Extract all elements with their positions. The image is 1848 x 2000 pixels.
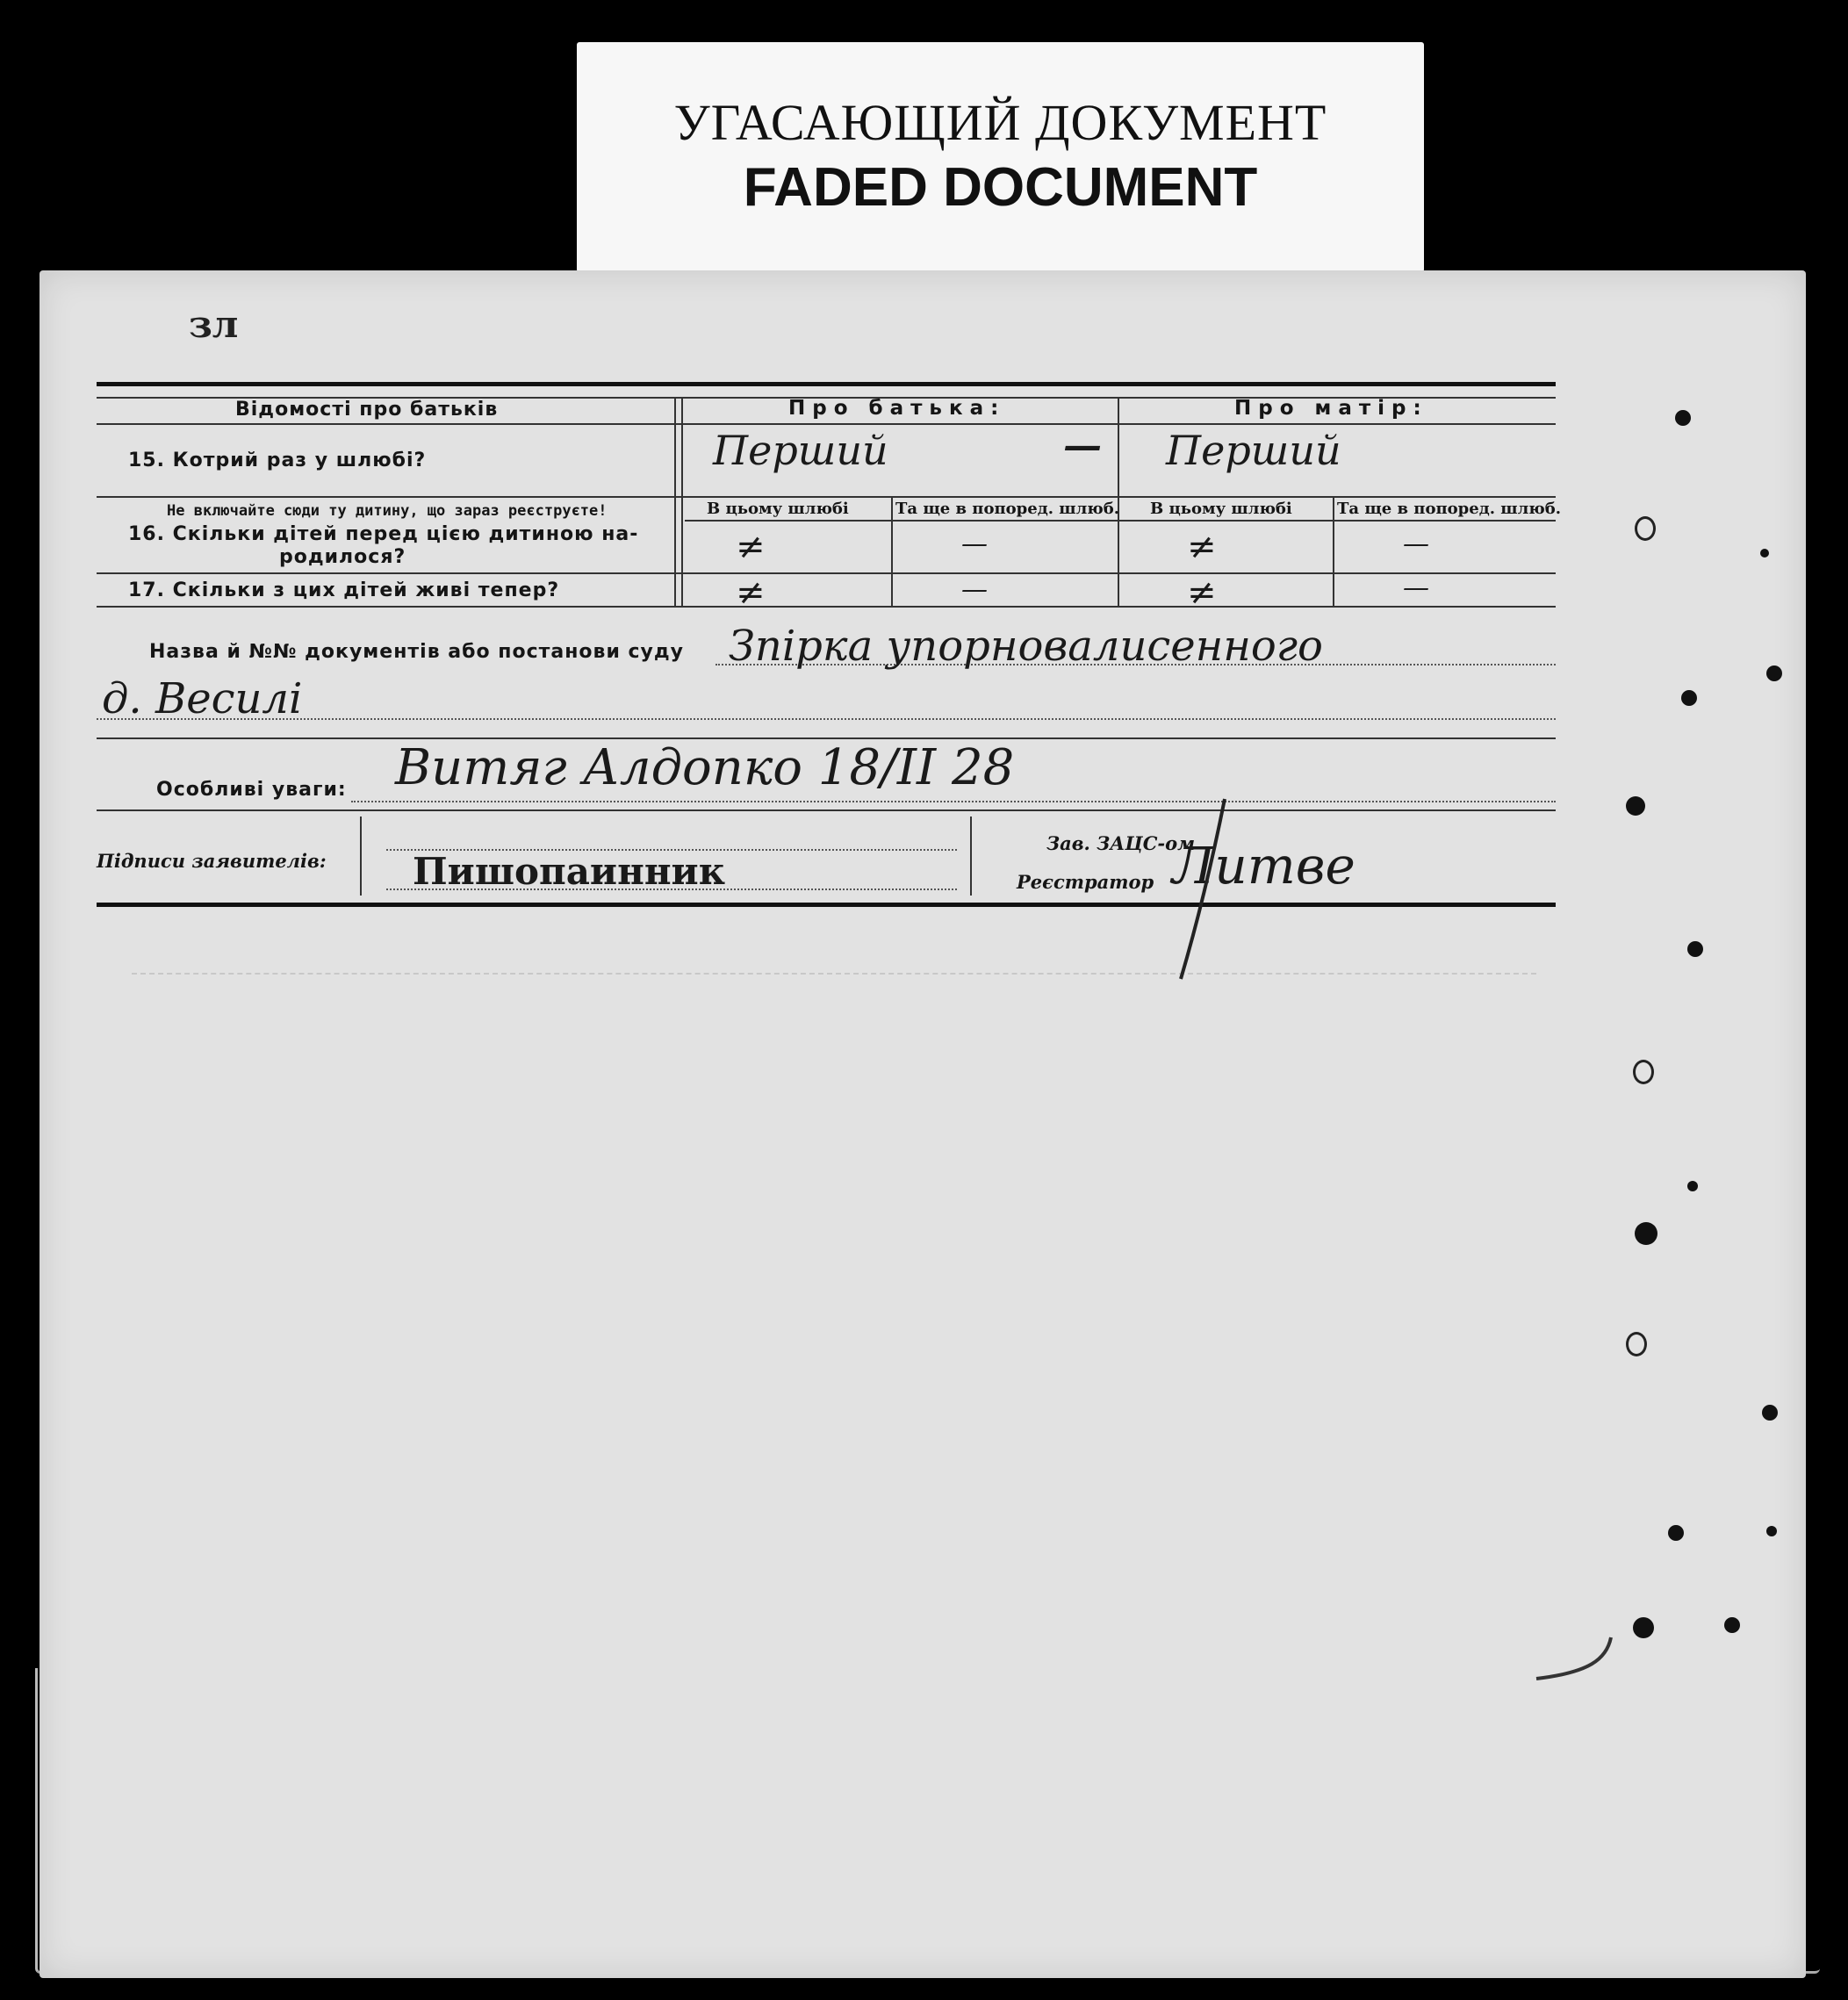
- label-english: FADED DOCUMENT: [743, 157, 1258, 218]
- header-parents-info: Відомості про батьків: [235, 399, 499, 421]
- registrar-signature: Литве: [1172, 836, 1355, 896]
- q16-father-prev: —: [961, 529, 988, 559]
- documents-value-line1: Зпірка упорновалисенного: [729, 622, 1323, 671]
- q17-father-this: ≠: [736, 572, 766, 613]
- paper-tear: [1528, 1633, 1633, 1694]
- registrar-label: Реєстратор: [1017, 871, 1154, 893]
- corner-mark: зл: [189, 303, 239, 346]
- punch-mark: [1668, 1525, 1684, 1541]
- q15-bottom-rule: [97, 496, 1556, 498]
- punch-mark: [1766, 665, 1782, 681]
- col-divider: [681, 397, 683, 606]
- applicants-label: Підписи заявителів:: [97, 850, 327, 872]
- q17-mother-prev: —: [1403, 572, 1429, 603]
- punch-mark: [1681, 690, 1697, 706]
- faded-document-label: [577, 42, 1424, 272]
- top-rule: [97, 382, 1556, 386]
- notes-bottom-rule: [97, 809, 1556, 811]
- q16-mother-this: ≠: [1187, 527, 1217, 567]
- header-about-mother: Про матір:: [1234, 397, 1428, 420]
- punch-mark: [1760, 549, 1769, 558]
- q16-bottom-rule: [97, 572, 1556, 574]
- signature-flourish: [1141, 790, 1264, 992]
- punch-hole: [1633, 1060, 1654, 1084]
- punch-mark: [1687, 941, 1703, 957]
- documents-value-line2: д. Весилі: [102, 674, 303, 723]
- punch-hole: [1626, 1332, 1647, 1356]
- col-divider: [1333, 496, 1334, 606]
- applicants-bracket-left: [360, 817, 362, 896]
- q16-father-this: ≠: [736, 527, 766, 567]
- subcol-rule: [685, 520, 1556, 522]
- head-label: Зав. ЗАЦС-ом: [1046, 832, 1196, 854]
- label-russian: УГАСАЮЩИЙ ДОКУМЕНТ: [673, 94, 1327, 151]
- notes-value: Витяг Алдопко 18/II 28: [395, 739, 1015, 796]
- q16-warning: Не включайте сюди ту дитину, що зараз реєструєте!: [167, 502, 608, 520]
- q16-label-line1: 16. Скільки дітей перед цією дитиною на-: [128, 523, 639, 545]
- subcol-father-prev: Та ще в попоред. шлюб.: [895, 500, 1119, 518]
- q17-label: 17. Скільки з цих дітей живі тепер?: [128, 579, 560, 601]
- applicant-signature: Пишопаинник: [413, 850, 726, 893]
- punch-mark: [1635, 1222, 1657, 1245]
- q15-father-dash: —: [1063, 423, 1102, 468]
- bleed-through-rule: [132, 973, 1536, 975]
- col-divider: [891, 496, 893, 606]
- punch-hole: [1635, 516, 1656, 541]
- punch-mark: [1724, 1617, 1740, 1633]
- punch-mark: [1766, 1526, 1777, 1536]
- header-about-father: Про батька:: [788, 397, 1006, 420]
- col-divider: [674, 397, 676, 606]
- punch-mark: [1626, 796, 1645, 816]
- q16-label-line2: родилося?: [279, 546, 406, 568]
- punch-mark: [1633, 1617, 1654, 1638]
- header-bottom-rule: [97, 423, 1556, 425]
- q15-father-value: Перший: [713, 427, 888, 474]
- q17-father-prev: —: [961, 574, 988, 605]
- notes-label: Особливі уваги:: [156, 779, 347, 801]
- bottom-rule: [97, 903, 1556, 907]
- q16-mother-prev: —: [1403, 529, 1429, 559]
- q15-label: 15. Котрий раз у шлюбі?: [128, 450, 427, 471]
- parents-info-form: [97, 378, 1561, 909]
- subcol-mother-this: В цьому шлюбі: [1150, 500, 1292, 518]
- punch-mark: [1762, 1405, 1778, 1421]
- q15-mother-value: Перший: [1166, 427, 1341, 474]
- subcol-father-this: В цьому шлюбі: [707, 500, 849, 518]
- documents-line2: [97, 718, 1556, 720]
- documents-label: Назва й №№ документів або постанови суду: [149, 641, 685, 663]
- punch-mark: [1687, 1181, 1698, 1191]
- punch-mark: [1675, 410, 1691, 426]
- subcol-mother-prev: Та ще в попоред. шлюб.: [1337, 500, 1561, 518]
- q17-bottom-rule: [97, 606, 1556, 608]
- notes-line: [351, 801, 1556, 802]
- q17-mother-this: ≠: [1187, 572, 1217, 613]
- applicants-bracket-right: [970, 817, 972, 896]
